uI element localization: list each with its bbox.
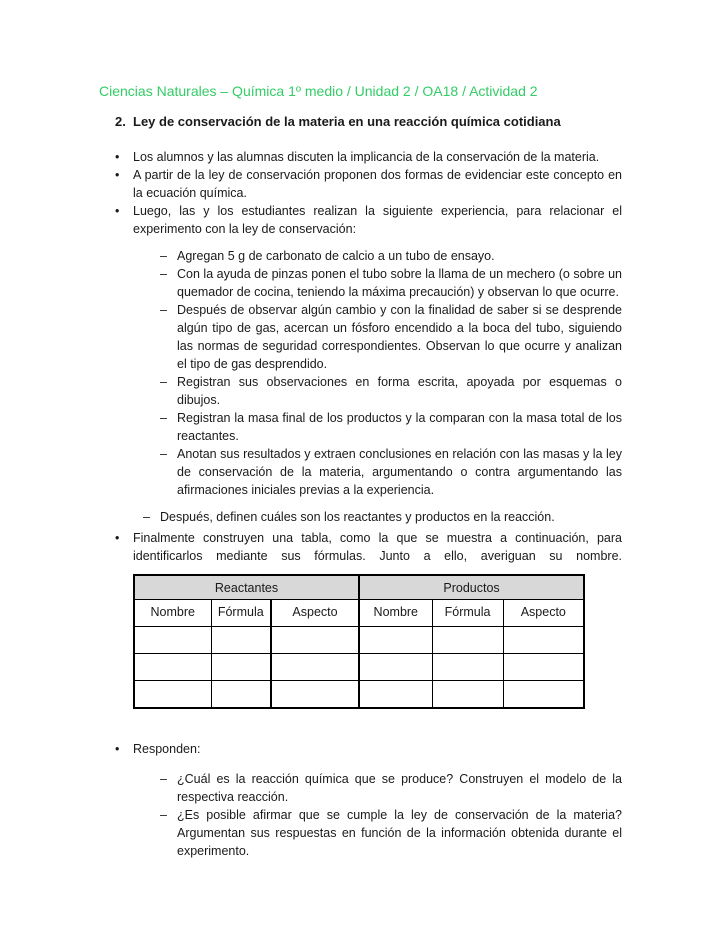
table-group-productos: Productos [359,575,584,600]
column-header-aspecto: Aspecto [271,600,359,627]
question-item [99,806,622,860]
dash-marker-icon [160,806,177,860]
list-item [99,265,622,301]
empty-cell [211,681,271,709]
activity-heading [99,113,622,131]
intro-bullet-list [99,148,622,238]
list-item [99,148,622,166]
list-item-text: A partir de la ley de conservación proponen dos formas de evidenciar este concepto en la ecuación química. [133,168,622,200]
list-item [99,202,622,238]
empty-cell [271,681,359,709]
table-row [134,681,584,709]
empty-cell [503,654,584,681]
dash-marker-icon [160,373,177,409]
list-item [99,445,622,499]
bullet-marker-icon [115,202,133,238]
question-text: ¿Es posible afirmar que se cumple la ley de conservación de la materia? Argumentan sus respuestas en función de la información obtenida durante el experimento. [177,808,622,858]
list-item-text: Después, definen cuáles son los reactantes y productos en la reacción. [160,510,555,524]
dash-marker-icon [160,301,177,373]
empty-cell [271,627,359,654]
list-item [99,373,622,409]
dash-marker-icon [143,508,160,526]
bullet-marker-icon [115,166,133,202]
table-group-reactantes: Reactantes [134,575,359,600]
empty-cell [134,681,211,709]
dash-marker-icon [160,445,177,499]
empty-cell [359,681,432,709]
column-header-aspecto: Aspecto [503,600,584,627]
list-item [99,166,622,202]
empty-cell [271,654,359,681]
bullet-marker-icon [115,740,133,758]
empty-cell [432,681,503,709]
build-table-item [99,529,622,565]
bullet-marker-icon [115,148,133,166]
empty-cell [134,627,211,654]
empty-cell [134,654,211,681]
list-item-text: Registran sus observaciones en forma escrita, apoyada por esquemas o dibujos. [177,375,622,407]
column-header-formula: Fórmula [432,600,503,627]
empty-cell [359,627,432,654]
list-item-text: Finalmente construyen una tabla, como la que se muestra a continuación, para identificarlos mediante sus fórmulas. Junto a ello, averiguan su nombre. [133,531,622,563]
list-item-text: Responden: [133,742,201,756]
dash-marker-icon [160,265,177,301]
empty-cell [211,627,271,654]
respond-heading-item [99,740,622,758]
activity-number: 2. [115,114,126,129]
column-header-nombre: Nombre [134,600,211,627]
dash-marker-icon [160,247,177,265]
dash-marker-icon [160,409,177,445]
list-item-text: Anotan sus resultados y extraen conclusiones en relación con las masas y la ley de conservación de la materia, argumentando o contra argumentando las afirmaciones iniciales previas a la experiencia. [177,447,622,497]
empty-cell [359,654,432,681]
question-text: ¿Cuál es la reacción química que se produce? Construyen el modelo de la respectiva reacción. [177,772,622,804]
column-header-nombre: Nombre [359,600,432,627]
empty-cell [432,627,503,654]
empty-cell [503,681,584,709]
activity-title: Ley de conservación de la materia en una reacción química cotidiana [133,114,561,129]
table-group-header-row [134,575,584,600]
list-item-text: Registran la masa final de los productos y la comparan con la masa total de los reactantes. [177,411,622,443]
table-row [134,654,584,681]
list-item-text: Los alumnos y las alumnas discuten la implicancia de la conservación de la materia. [133,150,600,164]
procedure-dash-list [99,247,622,499]
list-item [99,247,622,265]
empty-cell [211,654,271,681]
column-header-formula: Fórmula [211,600,271,627]
question-dash-list [99,770,622,860]
empty-cell [432,654,503,681]
list-item-text: Luego, las y los estudiantes realizan la siguiente experiencia, para relacionar el experimento con la ley de conservación: [133,204,622,236]
define-reactants-item [99,508,622,526]
dash-marker-icon [160,770,177,806]
reactants-products-table [133,574,585,709]
list-item-text: Agregan 5 g de carbonato de calcio a un tubo de ensayo. [177,249,495,263]
empty-cell [503,627,584,654]
list-item-text: Después de observar algún cambio y con la finalidad de saber si se desprende algún tipo de gas, acercan un fósforo encendido a la boca del tubo, siguiendo las normas de seguridad correspondientes. Observan lo que ocurre y analizan el tipo de gas desprendido. [177,303,622,371]
course-breadcrumb-title: Ciencias Naturales – Química 1º medio / Unidad 2 / OA18 / Actividad 2 [99,83,538,99]
table-column-header-row [134,600,584,627]
table-row [134,627,584,654]
list-item [99,409,622,445]
question-item [99,770,622,806]
list-item-text: Con la ayuda de pinzas ponen el tubo sobre la llama de un mechero (o sobre un quemador de cocina, teniendo la máxima precaución) y observan lo que ocurre. [177,267,622,299]
list-item [99,301,622,373]
bullet-marker-icon [115,529,133,565]
